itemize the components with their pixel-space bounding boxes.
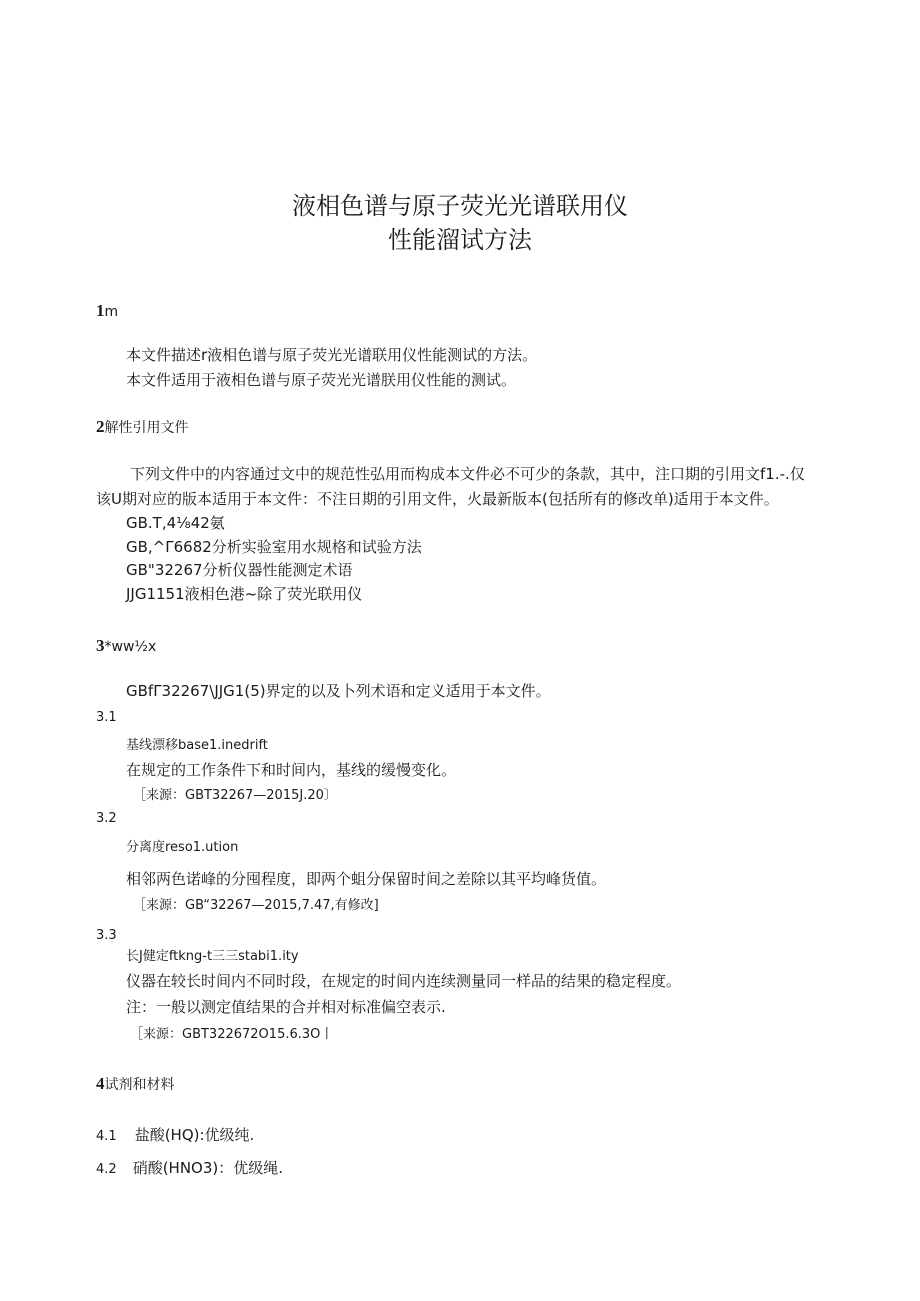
term-name: 基线漂移base1.inedrift (126, 738, 268, 753)
section-label: 解性引用文件 (104, 420, 189, 436)
item-text: 硝酸(HNO3)：优级绳. (132, 1159, 284, 1177)
section-label: 试剂和材料 (104, 1077, 175, 1093)
reference-item: GB.T,4⅛42氨 (126, 514, 225, 532)
list-item (96, 1161, 283, 1176)
page-title-line-1: 液相色谱与原子荧光光谱联用仪 (292, 192, 628, 220)
item-text: 盐酸(HQ):优级纯. (134, 1126, 255, 1144)
section-1-heading (96, 302, 118, 319)
section-4-heading (96, 1075, 175, 1092)
paragraph: 本文件描述r液相色谱与原子荧光光谱联用仪性能测试的方法。 (126, 346, 538, 364)
term-definition: 在规定的工作条件下和时间内，基线的缓慢变化。 (126, 761, 457, 779)
list-item (96, 1128, 254, 1143)
item-number: 4.1 (96, 1129, 117, 1144)
section-label: *ww½x (104, 639, 157, 655)
term-number: 3.3 (96, 928, 117, 943)
page-title-line-2: 性能溜试方法 (388, 226, 532, 254)
term-source: ［来源：GBT322672O15.6.3O丨 (130, 1027, 334, 1042)
term-name: 长J健定ftkng-t三三stabi1.ity (126, 949, 299, 964)
term-note: 注：一般以测定值结果的合并相对标准偏空表示. (126, 998, 446, 1016)
term-source: ［来源：GB“32267—2015,7.47,有修改] (133, 898, 379, 913)
reference-item: JJG1151液相色港~除了荧光联用仪 (126, 585, 363, 603)
term-name: 分离度reso1.ution (126, 840, 239, 855)
term-definition: 仪器在较长时间内不同时段，在规定的时间内连续测量同一样品的结果的稳定程度。 (126, 972, 682, 990)
paragraph: 下列文件中的内容通过文中的规范性弘用而构成本文件必不可少的条款，其中，注口期的引用文f1.-.仅 (130, 465, 805, 483)
term-number: 3.2 (96, 811, 117, 826)
paragraph: 该U期对应的版本适用于本文件：不注日期的引用文件，火最新版本(包括所有的修改单)适用于本文件。 (96, 490, 779, 508)
term-definition: 相邻两色诺峰的分囤程度，即两个蛆分保留时间之差除以其平均峰货值。 (126, 870, 607, 888)
reference-item: GB,^Γ6682分析实验室用水规格和试验方法 (126, 538, 422, 556)
section-number: 3 (96, 636, 105, 655)
term-number: 3.1 (96, 710, 117, 725)
section-number: 4 (96, 1074, 105, 1093)
section-2-heading (96, 418, 189, 435)
section-number: 2 (96, 417, 105, 436)
paragraph: 本文件适用于液相色谱与原子荧光光谱朕用仪性能的测试。 (126, 371, 517, 389)
paragraph: GBfΓ32267\JJG1(5)界定的以及卜列术语和定义适用于本文件。 (126, 682, 551, 700)
section-number: 1 (96, 301, 105, 320)
item-number: 4.2 (96, 1162, 117, 1177)
section-label: m (104, 304, 119, 320)
term-source: ［来源：GBT32267—2015J.20〕 (133, 788, 337, 803)
reference-item: GB"32267分析仪器性能测定术语 (126, 561, 353, 579)
section-3-heading (96, 637, 156, 654)
